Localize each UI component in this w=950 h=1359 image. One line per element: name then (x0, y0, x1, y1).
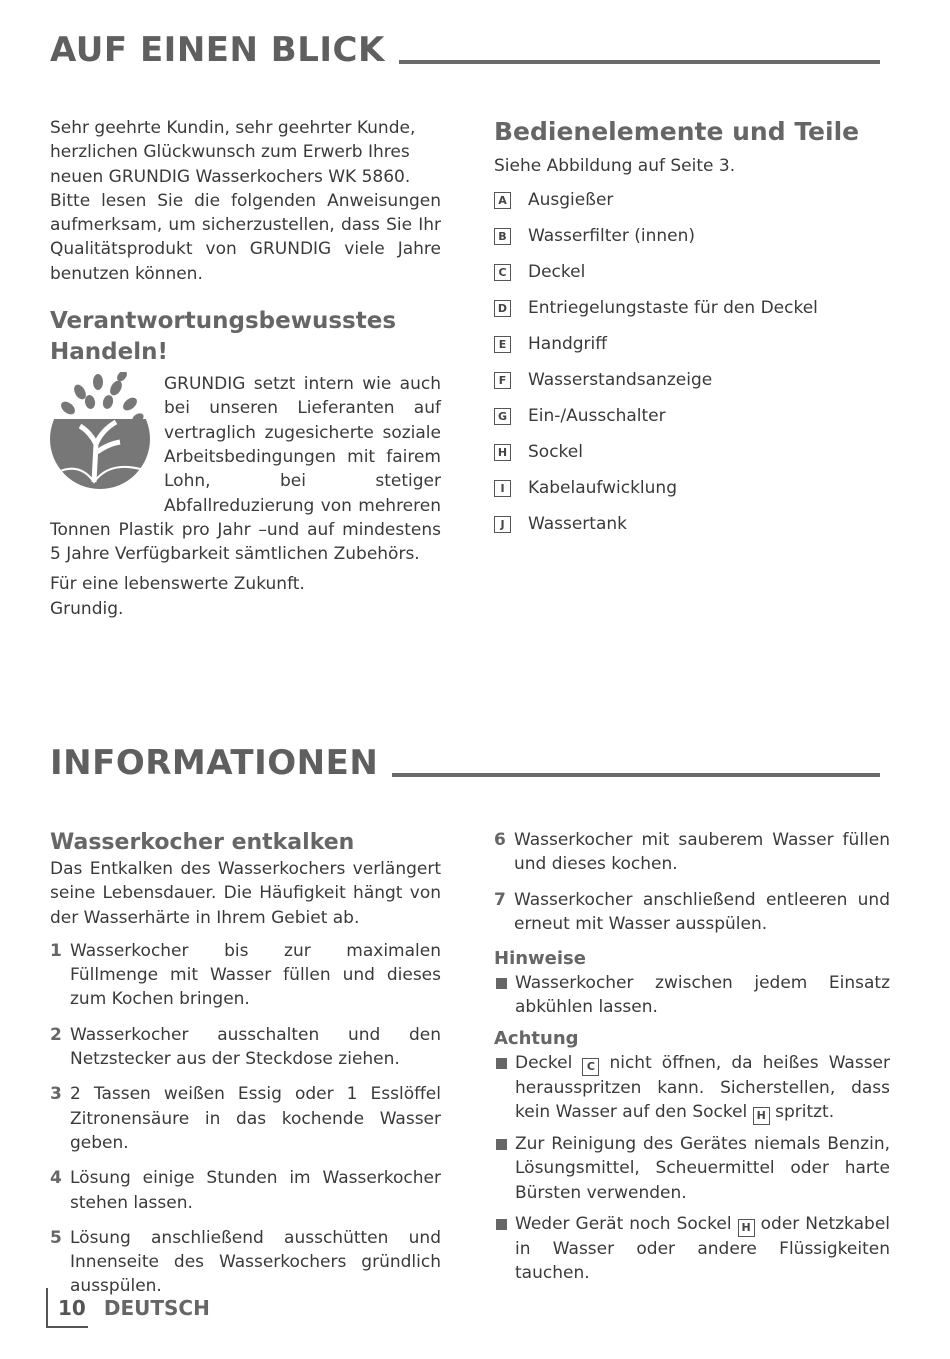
hint-text: Wasserkocher zwischen jedem Einsatz abkühlen lassen. (515, 973, 890, 1018)
part-item (494, 398, 890, 434)
part-label: Ein-/Ausschalter (528, 406, 666, 427)
step-text: 2 Tassen weißen Essig oder 1 Esslöffel Zitronensäure in das kochende Wasser geben. (70, 1084, 441, 1153)
caution-text: spritzt. (775, 1102, 835, 1123)
bullet-square-icon (496, 1139, 507, 1150)
descale-steps-right (494, 828, 890, 936)
heading-rule (392, 773, 880, 777)
part-item (494, 362, 890, 398)
part-letter-box: H (494, 444, 511, 461)
step-number: 6 (494, 830, 506, 850)
descale-intro: Das Entkalken des Wasserkochers verlängert seine Lebensdauer. Die Häufigkeit hängt von der Wasserhärte in Ihrem Gebiet ab. (50, 859, 441, 928)
caution-text: Weder Gerät noch Sockel (515, 1213, 732, 1234)
part-item (494, 506, 890, 542)
descale-step (50, 1166, 441, 1215)
caution-title: Achtung (494, 1027, 579, 1049)
part-item (494, 290, 890, 326)
part-item (494, 218, 890, 254)
parts-list (494, 182, 890, 542)
section-heading-information (50, 743, 880, 783)
section-heading-overview (50, 30, 880, 70)
descale-steps-left (50, 939, 441, 1299)
part-label: Handgriff (528, 334, 607, 355)
bullet-square-icon (496, 978, 507, 989)
part-letter-box: I (494, 480, 511, 497)
responsibility-title-line2: Handeln! (50, 339, 168, 366)
hints-title: Hinweise (494, 948, 586, 970)
step-number: 2 (50, 1024, 62, 1045)
part-ref-h: H (753, 1107, 770, 1125)
intro-column (50, 116, 441, 621)
part-label: Sockel (528, 442, 583, 463)
descale-step (494, 828, 890, 877)
controls-title: Bedienelemente und Teile (494, 117, 860, 146)
responsibility-title (50, 306, 441, 368)
descale-continued-column (494, 828, 890, 1293)
part-label: Wassertank (528, 514, 628, 535)
tree-logo-icon (50, 372, 154, 494)
page-number: 10 (58, 1296, 86, 1320)
heading-rule (399, 60, 880, 64)
hint-item (494, 971, 890, 1020)
part-ref-c: C (582, 1058, 599, 1076)
responsibility-block (50, 372, 441, 566)
part-letter-box: D (494, 300, 511, 317)
heading-text: AUF EINEN BLICK (50, 30, 385, 70)
step-number: 4 (50, 1168, 62, 1189)
caution-item (494, 1132, 890, 1205)
caution-text: Deckel (515, 1052, 573, 1073)
closing-line2: Grundig. (50, 598, 124, 619)
part-label: Wasserfilter (innen) (528, 226, 696, 247)
part-letter-box: G (494, 408, 511, 425)
intro-greeting: Sehr geehrte Kundin, sehr geehrter Kunde, (50, 118, 416, 138)
step-text: Wasserkocher bis zur maximalen Füllmenge mit Wasser füllen und dieses zum Kochen bringen. (70, 940, 441, 1010)
intro-instructions: Bitte lesen Sie die folgenden Anweisungen aufmerksam, um sicherzustellen, dass Sie Ihr Qualitätsprodukt von GRUNDIG viele Jahre benutzen können. (50, 190, 441, 284)
bullet-square-icon (496, 1219, 507, 1230)
part-letter-box: F (494, 372, 511, 389)
part-letter-box: B (494, 228, 511, 245)
part-item (494, 182, 890, 218)
part-label: Entriegelungstaste für den Deckel (528, 298, 818, 319)
heading-text: INFORMATIONEN (50, 743, 379, 783)
part-letter-box: J (494, 516, 511, 533)
caution-text: nicht öffnen, da heißes Wasser herausspritzen kann. Sicherstellen, dass kein Wasser auf den Sockel (515, 1052, 890, 1123)
step-number: 5 (50, 1227, 62, 1248)
intro-congrats: herzlichen Glückwunsch zum Erwerb Ihres neuen GRUNDIG Wasserkochers WK 5860. (50, 142, 411, 187)
bullet-square-icon (496, 1058, 507, 1069)
part-label: Kabelaufwicklung (528, 478, 677, 499)
footer-language: DEUTSCH (103, 1296, 210, 1320)
part-item (494, 254, 890, 290)
part-item (494, 434, 890, 470)
descale-column (50, 828, 441, 1310)
caution-item (494, 1051, 890, 1125)
footer-bracket (46, 1288, 88, 1328)
part-letter-box: E (494, 336, 511, 353)
part-item (494, 326, 890, 362)
descale-step (494, 888, 890, 937)
part-label: Wasserstandsanzeige (528, 370, 713, 391)
descale-step (50, 1023, 441, 1072)
step-number: 7 (494, 889, 506, 910)
controls-column (494, 116, 890, 542)
caution-text: Zur Reinigung des Gerätes niemals Benzin, Lösungsmittel, Scheuermittel oder harte Bürsten verwenden. (515, 1134, 890, 1203)
part-item (494, 470, 890, 506)
step-number: 3 (50, 1084, 62, 1105)
part-ref-h: H (738, 1219, 755, 1237)
controls-subtitle: Siehe Abbildung auf Seite 3. (494, 156, 736, 176)
caution-item (494, 1212, 890, 1286)
page-footer (46, 1288, 210, 1328)
caution-text: oder Netzkabel in Wasser oder andere Flüssigkeiten tauchen. (515, 1213, 890, 1284)
responsibility-title-line1: Verantwortungsbewusstes (50, 308, 397, 335)
part-label: Deckel (528, 262, 586, 283)
part-label: Ausgießer (528, 190, 614, 211)
step-number: 1 (50, 940, 62, 961)
part-letter-box: A (494, 192, 511, 209)
responsibility-text: GRUNDIG setzt intern wie auch bei unseren Lieferanten auf vertraglich zugesicherte soziale Arbeitsbedingungen mit fairem Lohn, bei stetiger Abfallreduzierung von mehreren Tonnen Plastik pro Jahr –und auf mindestens 5 Jahre Verfügbarkeit sämtlichen Zubehörs. (50, 374, 441, 565)
descale-step (50, 939, 441, 1012)
step-text: Lösung einige Stunden im Wasserkocher stehen lassen. (70, 1168, 441, 1213)
step-text: Wasserkocher ausschalten und den Netzstecker aus der Steckdose ziehen. (70, 1024, 441, 1070)
descale-step (50, 1082, 441, 1155)
step-text: Wasserkocher mit sauberem Wasser füllen und dieses kochen. (514, 830, 890, 875)
step-text: Wasserkocher anschließend entleeren und erneut mit Wasser ausspülen. (514, 889, 890, 934)
part-letter-box: C (494, 264, 511, 281)
descale-title: Wasserkocher entkalken (50, 830, 355, 855)
closing-line1: Für eine lebenswerte Zukunft. (50, 574, 305, 595)
step-text: Lösung anschließend ausschütten und Innenseite des Wasserkochers gründlich ausspülen. (70, 1227, 441, 1297)
